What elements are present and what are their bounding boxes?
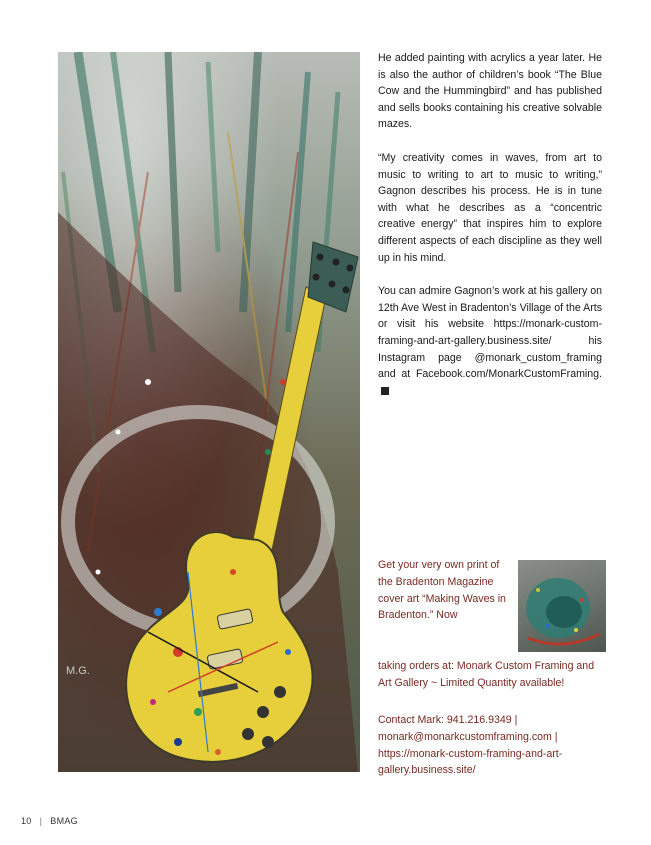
- article-body: [378, 50, 602, 416]
- print-promo-text-continued: taking orders at: Monark Custom Framing and Art Gallery ~ Limited Quantity available!: [378, 660, 595, 689]
- cover-art-thumbnail: [518, 560, 606, 652]
- contact-info: Contact Mark: 941.216.9349 | monark@monarkcustomframing.com | https://monark-custom-framing-and-art-gallery.business.site/: [378, 714, 563, 777]
- page-footer: [21, 816, 78, 826]
- painting-signature: M.G.: [66, 665, 90, 677]
- article-paragraph: He added painting with acrylics a year later. He is also the author of children’s book “The Blue Cow and the Hummingbird” and has published and sells books containing his creative solvable mazes.: [378, 52, 602, 131]
- page-number: 10: [21, 816, 32, 826]
- article-paragraph: [378, 283, 602, 399]
- footer-separator: |: [39, 816, 43, 826]
- article-paragraph: “My creativity comes in waves, from art to music to writing to art to music to writing,” Gagnon describes his process. He is in tune with what he describes as a “concentric creative energy” that inspires him to explore different aspects of each discipline as they well up in his mind.: [378, 151, 602, 264]
- article-paragraph-text: You can admire Gagnon’s work at his gallery on 12th Ave West in Bradenton’s Village of the Arts or visit his website https://monark-custom-framing-and-art-gallery.business.site/ his Instagram page @monark_custom_framing and at Facebook.com/MonarkCustomFraming.: [378, 285, 602, 381]
- publication-name: BMAG: [50, 816, 78, 826]
- print-promo-text: Get your very own print of the Bradenton Magazine cover art “Making Waves in Bradenton.” Now: [378, 559, 506, 622]
- guitar-painting-graphic: [58, 52, 360, 772]
- thumbnail-graphic: [518, 560, 606, 652]
- end-of-article-icon: [381, 387, 389, 395]
- cover-art-painting: [58, 52, 360, 772]
